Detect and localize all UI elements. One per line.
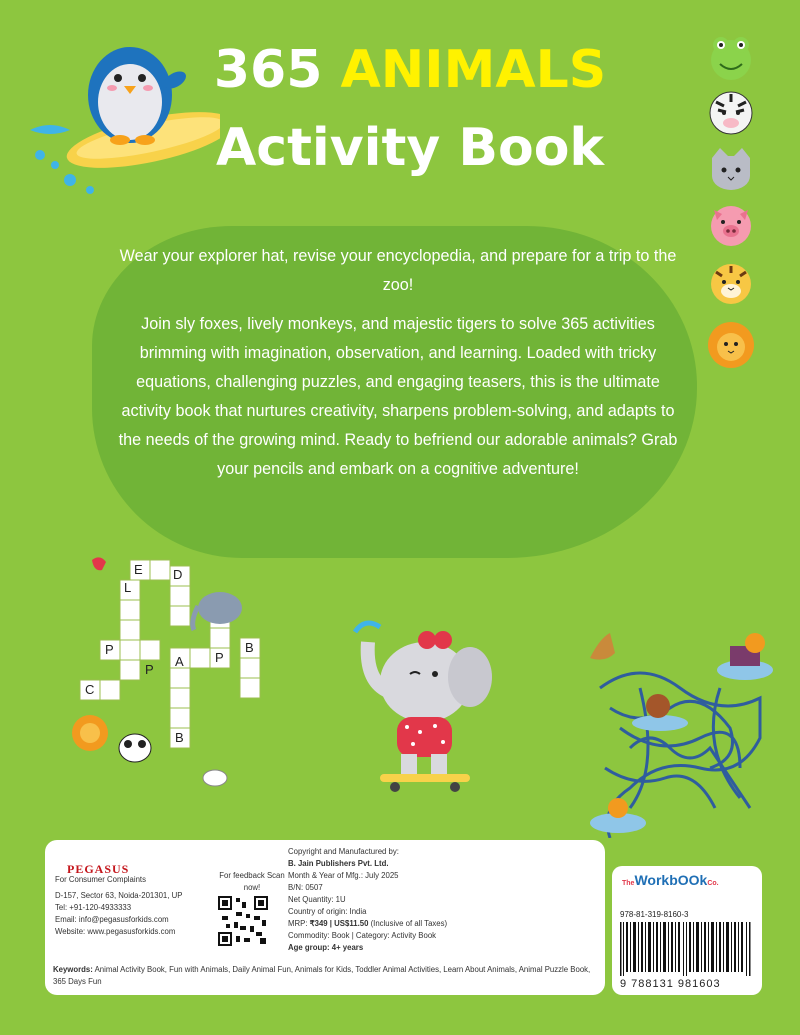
description-text <box>118 242 678 494</box>
mrp-prefix: MRP: <box>288 919 310 928</box>
workbook-logo-co: Co. <box>707 880 719 887</box>
elephant-skateboard-illustration <box>335 612 505 797</box>
mrp-suffix: (Inclusive of all Taxes) <box>368 919 448 928</box>
frog-icon <box>706 32 756 82</box>
net-quantity: Net Quantity: 1U <box>288 895 346 904</box>
qr-code[interactable] <box>218 896 268 946</box>
workbook-logo-the: The <box>622 880 635 887</box>
crossword-letter-a: A <box>175 654 184 669</box>
maze-illustration <box>580 628 785 838</box>
copyright-company: B. Jain Publishers Pvt. Ltd. <box>288 859 389 868</box>
description-paragraph-1: Wear your explorer hat, revise your encyclopedia, and prepare for a trip to the zoo! <box>119 247 677 294</box>
lion-icon <box>706 320 756 370</box>
workbook-logo <box>622 872 719 888</box>
country-origin: Country of origin: India <box>288 907 367 916</box>
age-group: Age group: 4+ years <box>288 943 364 952</box>
penguin-surfing-illustration <box>20 40 220 200</box>
publisher-info-panel <box>45 840 605 995</box>
crossword-letter-b1: B <box>245 640 254 655</box>
crossword-letter-e: E <box>134 562 143 577</box>
workbook-logo-name: WorkbOOk <box>634 872 708 888</box>
title-line-1 <box>200 40 620 100</box>
publisher-tel: Tel: +91-120-4933333 <box>55 903 132 912</box>
zebra-icon <box>706 88 756 138</box>
feedback-label: For feedback Scan now! <box>219 871 285 892</box>
isbn-text: 978-81-319-8160-3 <box>620 910 689 919</box>
pig-icon <box>706 200 756 250</box>
crossword-letter-p2: P <box>145 662 154 677</box>
commodity: Commodity: Book | Category: Activity Book <box>288 931 437 940</box>
crossword-letter-p3: P <box>215 650 224 665</box>
title-line-2: Activity Book <box>216 118 604 178</box>
tiger-icon <box>706 258 756 308</box>
barcode-number: 9 788131 981603 <box>620 978 721 990</box>
copyright-line: Copyright and Manufactured by: <box>288 847 399 856</box>
title-number: 365 <box>213 40 323 100</box>
pegasus-logo: PEGASUS <box>67 862 130 876</box>
cat-icon <box>706 144 756 194</box>
mfg-date: Month & Year of Mfg.: July 2025 <box>288 871 399 880</box>
publisher-website[interactable]: Website: www.pegasusforkids.com <box>55 927 176 936</box>
mrp <box>288 918 447 930</box>
crossword-letter-l: L <box>124 580 132 595</box>
crossword-illustration <box>60 548 270 793</box>
title-highlight: ANIMALS <box>340 40 607 100</box>
barcode <box>620 922 754 976</box>
crossword-letter-b2: B <box>175 730 184 745</box>
copyright-info <box>288 846 447 954</box>
keywords-text: Animal Activity Book, Fun with Animals, Daily Animal Fun, Animals for Kids, Toddler Animal Activities, Learn About Animals, Animal Puzzle Book, 365 Days Fun <box>53 965 591 986</box>
complaints-label: For Consumer Complaints <box>55 875 146 884</box>
crossword-letter-d: D <box>173 567 183 582</box>
publisher-address: D-157, Sector 63, Noida-201301, UP <box>55 891 183 900</box>
publisher-contact <box>55 874 182 938</box>
mrp-price: ₹349 | US$11.50 <box>309 919 369 928</box>
barcode-panel <box>612 866 762 995</box>
crossword-letter-p1: P <box>105 642 114 657</box>
crossword-letter-c: C <box>85 682 95 697</box>
publisher-email[interactable]: Email: info@pegasusforkids.com <box>55 915 169 924</box>
description-paragraph-2: Join sly foxes, lively monkeys, and majestic tigers to solve 365 activities brimming with imagination, observation, and learning. Loaded with tricky equations, challenging puzzles, and engaging teasers, this is the ultimate activity book that nurtures creativity, sharpens problem-solving, and adapts to the needs of the growing mind. Ready to befriend our adorable animals? Grab your pencils and embark on a cognitive adventure! <box>118 315 678 478</box>
batch-number: B/N: 0507 <box>288 883 323 892</box>
keywords-label: Keywords: <box>53 965 93 974</box>
keywords <box>53 964 599 988</box>
